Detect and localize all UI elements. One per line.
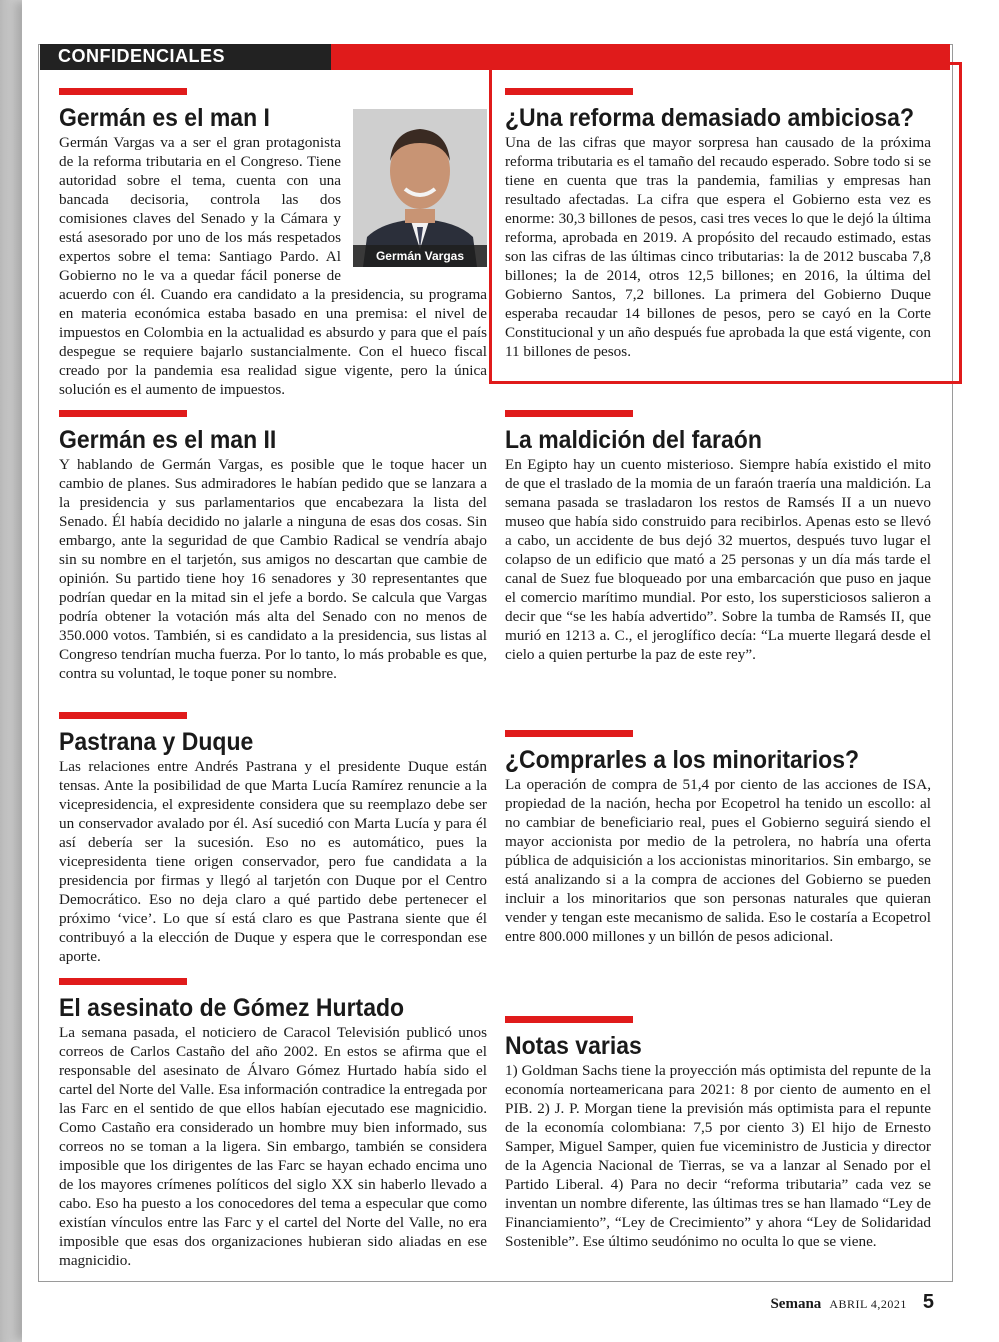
article-body: 1) Goldman Sachs tiene la proyección más optimista del repunte de la economía norteamericana para 2021: 8 por ciento de aumento en el PIB. 2) J. P. Morgan tiene la previsión más optimista para el repunte de la economía colombiana: 7,5 por ciento 3) El hijo de Ernesto Samper, Miguel Samper, quien fue viceministro de Justicia y director de la Agencia Nacional de Tierras, se va a lanzar al Senado por el Partido Liberal. 4) Para no decir “reforma tributaria” cada vez se inventan un nombre diferente, las últimas tres se han llamado “Ley de Financiamiento”, “Ley de Crecimiento” y ahora “Ley de Solidaridad Sostenible”. Ese último seudónimo no oculta lo que se viene. bbox=[505, 1062, 931, 1250]
article-german-1 bbox=[59, 88, 487, 399]
title-accent-bar bbox=[59, 410, 187, 417]
title-accent-bar bbox=[59, 88, 187, 95]
title-accent-bar bbox=[505, 410, 633, 417]
article-notas-varias bbox=[505, 1016, 931, 1251]
article-pastrana bbox=[59, 712, 487, 966]
article-body: Germán Vargas va a ser el gran protagonista de la reforma tributaria en el Congreso. Tiene autoridad sobre el tema, cuenta con una bancada decisoria, controla las dos comisiones claves del Senado y la Cámara y está asesorado por uno de los más respetados expertos sobre el tema: Santiago Pardo. Al Gobierno no le va a quedar fácil ponerse de acuerdo con él. Cuando era candidato a la presidencia, su programa en materia económica estaba basado en una premisa: el nivel de impuestos en Colombia en la actualidad es absurdo y para que el país despegue se requiere bajarlo sustancialmente. Con el hueco fiscal creado por la pandemia esa realidad sigue vigente, pero la única solución es el aumento de impuestos. bbox=[59, 134, 487, 398]
page-footer bbox=[770, 1291, 934, 1314]
title-accent-bar bbox=[59, 712, 187, 719]
article-german-2 bbox=[59, 410, 487, 683]
article-title: ¿Una reforma demasiado ambiciosa? bbox=[505, 104, 915, 132]
article-title: Germán es el man I bbox=[59, 104, 270, 132]
title-accent-bar bbox=[505, 1016, 633, 1023]
article-title: Germán es el man II bbox=[59, 426, 277, 454]
title-accent-bar bbox=[505, 730, 633, 737]
article-title: El asesinato de Gómez Hurtado bbox=[59, 994, 405, 1022]
article-faraon bbox=[505, 410, 931, 664]
article-body: Y hablando de Germán Vargas, es posible que le toque hacer un cambio de planes. Sus admiradores le habían pedido que se lanzara a la presidencia y sus parlamentarios que encabezara la lista del Senado. Él había decidido no jalarle a ninguna de esas dos cosas. Sin embargo, ante la seguridad de que Cambio Radical se vendría abajo sin su nombre en el tarjetón, sus amigos no descartan que cambie de opinión. Su partido tiene hoy 16 senadores y 30 representantes que podrían quedar en la mitad sin el jefe a bordo. Se calcula que Vargas podría obtener la votación más alta del Senado con no menos de 350.000 votos. También, si es candidato a la presidencia, sus listas al Congreso tendrían mucha fuerza. Por lo tanto, lo más probable es que, contra su voluntad, le toque poner su nombre. bbox=[59, 456, 487, 682]
photo-german-vargas bbox=[353, 109, 487, 267]
magazine-brand: Semana bbox=[770, 1296, 822, 1312]
page-number: 5 bbox=[922, 1291, 934, 1313]
article-title: Notas varias bbox=[505, 1032, 642, 1060]
article-body: Las relaciones entre Andrés Pastrana y el presidente Duque están tensas. Ante la posibilidad de que Marta Lucía Ramírez renuncie a la vicepresidencia, el expresidente considera que su reemplazo debe ser un conservador avalado por él. Así sucedió con Marta Lucía y para él así debería ser la sucesión. Eso no es automático, pues la vicepresidenta tiene origen conservador, pero fue candidata a la presidencia por firmas y llegó al tarjetón con Duque por el Centro Democrático. Eso no deja claro a qué partido debe pertenecer el próximo ‘vice’. Lo que sí está claro es que Pastrana siente que él contribuyó a la elección de Duque y espera que le correspondan ese aporte. bbox=[59, 758, 487, 965]
article-body: La semana pasada, el noticiero de Caracol Televisión publicó unos correos de Carlos Castaño del año 2002. En estos se afirma que el responsable del asesinato de Álvaro Gómez Hurtado había sido el cartel del Norte del Valle. Esa información contradice la entregada por las Farc en el sentido de que ellos habían ejecutado ese magnicidio. Como Castaño era considerado un hombre muy bien informado, sus correos no se toman a la ligera. Sin embargo, también se considera imposible que los dirigentes de las Farc se hayan echado encima uno de los mayores crímenes políticos del siglo XX sin haberlo llevado a cabo. Eso ha puesto a los conocedores del tema a especular que como existían vínculos entre las Farc y el cartel del Norte del Valle, no era imposible que esas dos organizaciones hubieran sido aliadas en ese magnicidio. bbox=[59, 1024, 487, 1269]
article-body: Una de las cifras que mayor sorpresa han causado de la próxima reforma tributaria es el tamaño del recaudo esperado. Sobre todo si se tiene en cuenta que tras la pandemia, familias y empresas han resultado afectadas. La cifra que espera el Gobierno esta vez es enorme: 30,3 billones de pesos, casi tres veces lo que le dejó la última reforma, aprobada en 2019. A propósito del recaudo estimado, estas son las cifras de las últimas cinco tributarias: la de 2012 buscaba 7,8 billones; la de 2014, otros 12,5 billones; en 2016, la última del Gobierno Santos, 7,2 billones. La primera del Gobierno Duque esperaba recaudar 14 billones de pesos, pero se cayó en la Corte Constitucional y un año después fue aprobada la que está vigente, con 11 billones de pesos. bbox=[505, 134, 931, 360]
section-title: CONFIDENCIALES bbox=[58, 46, 226, 66]
photo-caption: Germán Vargas bbox=[353, 245, 487, 267]
article-title: Pastrana y Duque bbox=[59, 728, 254, 756]
article-minoritarios bbox=[505, 730, 931, 946]
issue-date: ABRIL 4,2021 bbox=[829, 1297, 907, 1311]
title-accent-bar bbox=[505, 88, 633, 95]
article-gomez-hurtado bbox=[59, 978, 487, 1270]
article-body: La operación de compra de 51,4 por ciento de las acciones de ISA, propiedad de la nación, hecha por Ecopetrol ha tenido un escollo: al no cambiar de beneficiario real, pues el Gobierno seguirá siendo el mayor accionista por medio de la petrolera, no habría una oferta pública de adquisición a los accionistas minoritarios. Sin embargo, se está analizando si a la compra de acciones del Gobierno se pueden incluir a los minoritarios que son personas naturales que quieran vender y tengan este mecanismo de salida. Eso le costaría a Ecopetrol entre 800.000 millones y un billón de pesos adicional. bbox=[505, 776, 931, 945]
article-body: En Egipto hay un cuento misterioso. Siempre había existido el mito de que el traslado de la momia de un faraón traería una maldición. La semana pasada se trasladaron los restos de Ramsés II a un nuevo museo que había sido construido para recibirlos. Apenas esto se llevó a cabo, un accidente de bus dejó 32 muertos, después tuvo lugar el colapso de un edificio que mató a 25 personas y un día más tarde el canal de Suez fue bloqueado por una embarcación que puso en jaque el comercio marítimo mundial. Por esto, los supersticiosos salieron a decir que “se les había advertido”. Sobre la tumba de Ramsés II, que murió en 1213 a. C., el jeroglífico decía: “La muerte llegará desde el cielo a quien perturbe la paz de este rey”. bbox=[505, 456, 931, 663]
portrait-illustration bbox=[353, 109, 487, 267]
title-accent-bar bbox=[59, 978, 187, 985]
article-title: La maldición del faraón bbox=[505, 426, 762, 454]
article-title: ¿Comprarles a los minoritarios? bbox=[505, 746, 860, 774]
page-edge bbox=[0, 0, 22, 1342]
article-reforma bbox=[505, 88, 931, 361]
